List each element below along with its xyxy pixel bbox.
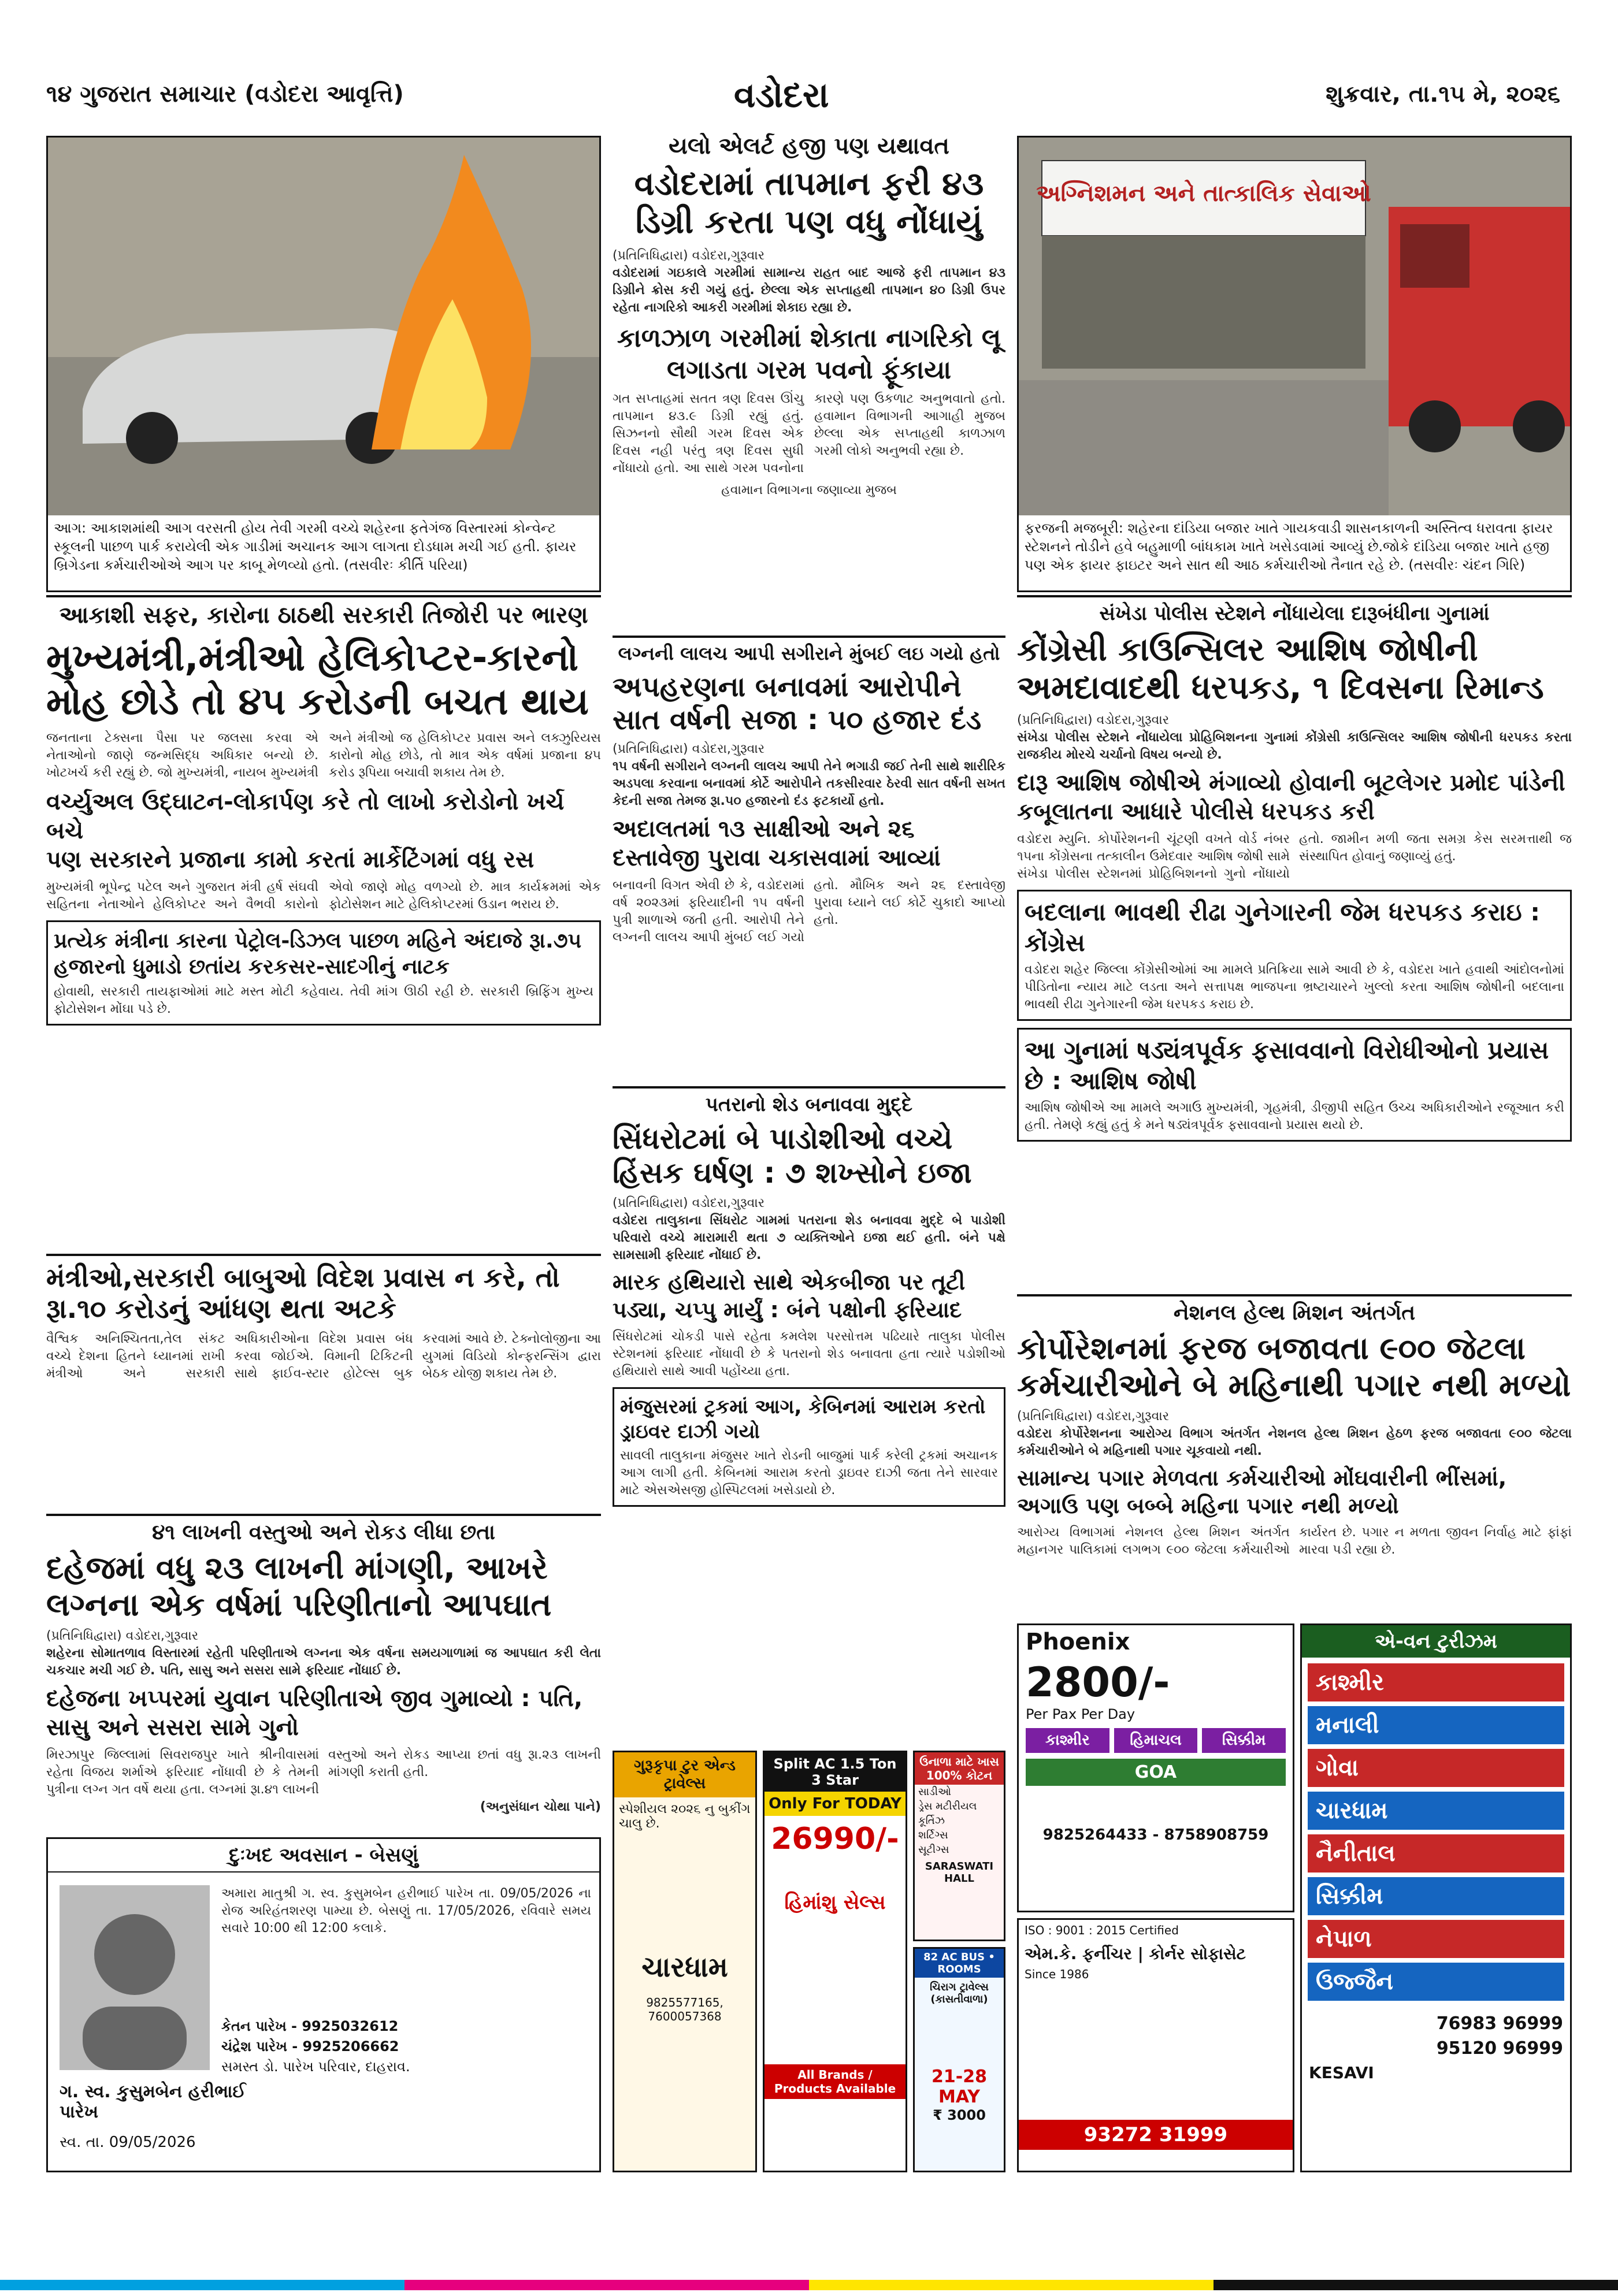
date-label: શુક્રવાર, તા.૧૫ મે, ૨૦૨૬ (1326, 81, 1560, 107)
heat-body: ગત સપ્તાહમાં સતત ત્રણ દિવસ ઊંચુ તાપમાન ૪૩.૯ ડિગ્રી રહ્યું હતું. સિઝનનો સૌથી ગરમ દિવસ એક દિવસ નહી પરંતુ ત્રણ દિવસ સુધી નોંધાયો હતો. આ સાથે ગરમ પવનોના કારણે પણ ઉકળાટ અનુભવાતો હતો. હવામાન વિભાગની આગાહી મુજબ છેલ્લા એક સપ્તાહથી કાળઝાળ ગરમી લોકો અનુભવી રહ્યા છે. (613, 392, 1005, 476)
sindhrot-dateline: (પ્રતિનિધિદ્વારા) વડોદરા,ગુરૂવાર (613, 1196, 765, 1210)
kesavi-ad (1300, 1623, 1572, 2172)
kidnap-subhead: અદાલતમાં ૧૩ સાક્ષીઓ અને ૨૬ દસ્તાવેજી પુરાવા ચકાસવામાં આવ્યાં (613, 816, 941, 872)
abroad-body: વૈશ્વિક અનિશ્ચિતતા,તેલ સંકટ વચ્ચે દેશના હિતને ધ્યાનમાં રાખી મંત્રીઓ અને સરકારી અધિકારીઓના વિદેશ પ્રવાસ બંધ કરવા જોઈએ. વિમાની ટિકિટની સાથે ફાઈવ-સ્ટાર હોટેલ્સ બુક કરવામાં આવે છે. ટેક્નોલોજીના આ યુગમાં વિડિયો કોન્ફરન્સિંગ દ્વારા બેઠક યોજી શકાય તેમ છે. (46, 1331, 601, 1381)
gurukrupa-line: સ્પેશીયલ ૨૦૨૬ નુ બુકીંગ ચાલુ છે. (619, 1802, 751, 1831)
kesavi-tag: ગોવા (1308, 1749, 1564, 1787)
dowry-subhead: દહેજના ખપ્પરમાં યુવાન પરિણીતાએ જીવ ગુમાવ્યો : પતિ, સાસુ અને સસરા સામે ગુનો (46, 1685, 583, 1741)
congress-story (1017, 595, 1572, 1288)
abroad-story (46, 1254, 601, 1508)
phoenix-phone: 9825264433 - 8758908759 (1042, 1826, 1269, 1844)
cm-fuel-box-body: હોવાથી, સરકારી તાયફાઓમાં માટે મસ્ત મોટી કહેવાય. તેવી માંગ ઊઠી રહી છે. સરકારી બ્રિફિંગ મુખ્ય ફોટોસેશન મોંઘા પડે છે. (54, 984, 593, 1017)
cm-story (46, 595, 601, 1248)
saraswati-item-5: સૂટીગ્સ (918, 1844, 949, 1856)
gurukrupa-brand: ચારધામ (641, 1951, 728, 1983)
himanshu-footer: All Brands / Products Available (765, 2064, 906, 2099)
phoenix-dest-3: સિક્કીમ (1202, 1728, 1286, 1753)
car-fire-caption: આગ: આકાશમાંથી આગ વરસતી હોય તેવી ગરમી વચ્ચે શહેરના ફતેગંજ વિસ્તારમાં કોન્વેન્ટ સ્કૂલની પાછળ પાર્ક કરાયેલી એક ગાડીમાં અચાનક આગ લાગતા દોડધામ મચી ગઈ હતી. ફાયર બ્રિગેડના કર્મચારીઓએ આગ પર કાબૂ મેળવ્યો હતો. (તસવીરઃ કીર્તિ પરિયા) (48, 515, 599, 590)
nhm-headline: કોર્પોરેશનમાં ફરજ બજાવતા ૯૦૦ જેટલા કર્મચારીઓને બે મહિનાથી પગાર નથી મળ્યો (1017, 1330, 1571, 1403)
congress-lead: સંખેડા પોલીસ સ્ટેશને નોંધાયેલા પ્રોહિબિશનના ગુનામાં કોંગ્રેસી કાઉન્સિલર આશિષ જોષીની ધરપકડ કરતા રાજકીય મોરચે ચર્ચાનો વિષય બન્યો છે. (1017, 730, 1572, 763)
cm-subhead-2: પણ સરકારને પ્રજાના કામો કરતાં માર્કેટિંગમાં વધુ રસ (46, 846, 535, 874)
fire-station-caption: ફરજની મજબૂરી: શહેરના દાંડિયા બજાર ખાતે ગાયકવાડી શાસનકાળની અસ્તિત્વ ધરાવતા ફાયર સ્ટેશનને તોડીને હવે બહુમાળી બાંધકામ ખાતે ખસેડવામાં આવ્યું છે.જોકે દાંડિયા બજાર ખાતે હજી પણ એક ફાયર ફાઇટર અને સાત થી આઠ કર્મચારીઓ તૈનાત રહે છે. (તસવીરઃ ચંદન ગિરિ) (1019, 515, 1570, 590)
himanshu-ad (763, 1751, 907, 2172)
manjusar-body: સાવલી તાલુકાના મંજુસર ખાતે રોડની બાજુમાં પાર્ક કરેલી ટ્રકમાં અચાનક આગ લાગી હતી. કેબિનમાં આરામ કરતો ડ્રાઇવર દાઝી જતા તેને સારવાર માટે એસએસજી હોસ્પિટલમાં ખસેડાયો છે. (620, 1448, 998, 1498)
himanshu-price: 26990/- (771, 1822, 899, 1856)
abroad-headline: મંત્રીઓ,સરકારી બાબુઓ વિદેશ પ્રવાસ ન કરે, તો રૂા.૧૦ કરોડનું આંધણ થતા અટકે (46, 1262, 560, 1325)
kesavi-phone-1: 76983 96999 (1436, 2013, 1563, 2034)
heat-story (613, 133, 1005, 636)
furniture-since: Since 1986 (1025, 1967, 1089, 1981)
city-label: વડોદરા (734, 75, 829, 116)
himanshu-top: Split AC 1.5 Ton 3 Star (765, 1752, 906, 1792)
cm-headline: મુખ્યમંત્રી,મંત્રીઓ હેલિકોપ્ટર-કારનો મોહ છોડે તો ૪૫ કરોડની બચત થાય (46, 637, 589, 723)
car-fire-image (48, 138, 601, 519)
joshi-conspiracy-head: આ ગુનામાં ષડ્યંત્રપૂર્વક ફસાવવાનો વિરોધીઓનો પ્રયાસ છે : આશિષ જોષી (1025, 1036, 1549, 1095)
fire-station-sign: અગ્નિશમન અને તાત્કાલિક સેવાઓ (1036, 180, 1371, 207)
nhm-kicker: નેશનલ હેલ્થ મિશન અંતર્ગત (1173, 1301, 1416, 1325)
dowry-credit: (અનુસંધાન ચોથા પાને) (480, 1800, 601, 1815)
obituary-name: ગ. સ્વ. કુસુમબેન હરીભાઈ પારેખ (60, 2082, 246, 2122)
kesavi-tag: નૈનીતાલ (1308, 1834, 1564, 1873)
joshi-conspiracy-box (1017, 1028, 1572, 1142)
saraswati-ad (913, 1751, 1005, 1941)
kidnap-dateline: (પ્રતિનિધિદ્વારા) વડોદરા,ગુરૂવાર (613, 742, 765, 757)
gurukrupa-title: ગુરૂકૃપા ટુર એન્ડ ટ્રાવેલ્સ (614, 1752, 755, 1797)
phoenix-price: 2800/- (1026, 1659, 1170, 1706)
heat-kicker: યલો એલર્ટ હજી પણ યથાવત (669, 133, 949, 159)
edition-label: ૧૪ ગુજરાત સમાચાર (વડોદરા આવૃત્તિ) (46, 81, 404, 107)
nhm-dateline: (પ્રતિનિધિદ્વારા) વડોદરા,ગુરૂવાર (1017, 1409, 1170, 1424)
dowry-headline: દહેજમાં વધુ ૨૩ લાખની માંગણી, આખરે લગ્નના એક વર્ષમાં પરિણીતાનો આપઘાત (46, 1550, 552, 1623)
ac-bus-price: ₹ 3000 (933, 2107, 986, 2123)
ac-bus-brand: ચિરાગ ટ્રાવેલ્સ (કાસતીવાળા) (930, 1981, 989, 2005)
himanshu-offer: Only For TODAY (765, 1792, 906, 1816)
kesavi-tag: સિક્કીમ (1308, 1877, 1564, 1915)
obituary-photo (60, 1885, 210, 2070)
phoenix-dest-1: કાશ્મીર (1026, 1728, 1109, 1753)
cm-body: મુખ્યમંત્રી ભૂપેન્દ્ર પટેલ અને ગુજરાત મંત્રી હર્ષ સંઘવી સહિતના નેતાઓને હેલિકોપ્ટર અને વૈભવી કારોનો એવો જાણે મોહ વળગ્યો છે. માત્ર કાર્યક્રમમાં એક ફોટોસેશન માટે હેલિકોપ્ટરમાં ઉડાન ભરાય છે. (46, 880, 601, 912)
kesavi-brand: KESAVI (1309, 2063, 1374, 2082)
cm-fuel-box-head: પ્રત્યેક મંત્રીના કારના પેટ્રોલ-ડિઝલ પાછળ મહિને અંદાજે રૂા.૭૫ હજારનો ધુમાડો છતાંય કરકસર-સાદગીનું નાટક (54, 929, 582, 979)
heat-subhead: કાળઝાળ ગરમીમાં શેકાતા નાગરિકો લૂ લગાડતા ગરમ પવનો ફૂંકાયા (617, 324, 1001, 385)
cm-fuel-box (46, 920, 601, 1026)
ac-bus-ad (913, 1947, 1005, 2172)
obituary-date: સ્વ. તા. 09/05/2026 (60, 2134, 196, 2151)
congress-dateline: (પ્રતિનિધિદ્વારા) વડોદરા,ગુરૂવાર (1017, 713, 1170, 728)
furniture-ad (1017, 1918, 1294, 2172)
gurukrupa-ad (613, 1751, 757, 2172)
manjusar-head: મંજુસરમાં ટ્રકમાં આગ, કેબિનમાં આરામ કરતો ડ્રાઇવર દાઝી ગયો (620, 1395, 986, 1443)
saraswati-item-2: ડ્રેસ મટીરીયલ (918, 1800, 977, 1812)
congress-revenge-head: બદલાના ભાવથી રીઢા ગુનેગારની જેમ ધરપકડ કરાઇ : કોંગ્રેસ (1025, 898, 1540, 957)
kesavi-tag: નેપાળ (1308, 1920, 1564, 1958)
furniture-phone: 93272 31999 (1019, 2120, 1293, 2150)
fire-station-image (1019, 138, 1572, 519)
kesavi-title: એ-વન ટુરીઝમ (1302, 1625, 1570, 1658)
kidnap-story (613, 636, 1005, 1080)
car-fire-photo (46, 136, 601, 592)
heat-credit: હવામાન વિભાગના જણાવ્યા મુજબ (721, 483, 897, 498)
obituary-heading: દુઃખદ અવસાન - બેસણું (48, 1839, 599, 1873)
nhm-subhead: સામાન્ય પગાર મેળવતા કર્મચારીઓ મોંઘવારીની ભીંસમાં, અગાઉ પણ બબ્બે મહિના પગાર નથી મળ્યો (1017, 1465, 1507, 1518)
dowry-kicker: ૪૧ લાખની વસ્તુઓ અને રોકડ લીધા છતા (152, 1521, 495, 1544)
registration-band (0, 2280, 1618, 2290)
gurukrupa-phone: 9825577165, 7600057368 (646, 1996, 723, 2023)
congress-body: વડોદરા મ્યુનિ. કોર્પોરેશનની ચૂંટણી વખતે વોર્ડ નંબર ૧૫ના કોંગ્રેસના તત્કાલીન ઉમેદવાર આશિષ જોષી સામે સંખેડા પોલીસ સ્ટેશનમાં પ્રોહિબિશનનો ગુનો નોંધાયો હતો. જામીન મળી જતા સમગ્ર કેસ સરમત્તાથી જ સંસ્થાપિત હોવાનું જણાવ્યું હતું. (1017, 832, 1572, 882)
heat-dateline: (પ્રતિનિધિદ્વારા) વડોદરા,ગુરૂવાર (613, 248, 765, 263)
obituary-family: સમસ્ત ડો. પારેખ પરિવાર, દાહરાવ. (221, 2059, 410, 2075)
heat-lead: વડોદરામાં ગઇકાલે ગરમીમાં સામાન્ય રાહત બાદ આજે ફરી તાપમાન ૪૩ ડિગ્રીને ક્રોસ કરી ગયું હતું. છેલ્લા એક સપ્તાહથી તાપમાન ૪૦ ડિગ્રી ઉપર રહેતા નાગરિકો આકરી ગરમીમાં શેકાઇ રહ્યા છે. (613, 266, 1005, 315)
obituary-phone-1: કેતન પારેખ - 9925032612 (221, 2018, 399, 2034)
cm-kicker: આકાશી સફર, કારોના ઠાઠથી સરકારી તિજોરી પર ભારણ (59, 602, 588, 629)
kidnap-lead: ૧૫ વર્ષની સગીરાને લગ્નની લાલચ આપી તેને ભગાડી જઈ તેની સાથે શારીરિક અડપલા કરવાના બનાવમાં કોર્ટે આરોપીને તકસીરવાર ઠેરવી સાત વર્ષની સખત કેદની સજા તેમજ રૂા.૫૦ હજારનો દંડ ફટકાર્યો હતો. (613, 759, 1005, 809)
obituary-phone-2: ચંદ્રેશ પારેખ - 9925206662 (221, 2038, 399, 2054)
sindhrot-body: સિંધરોટમાં ચોકડી પાસે રહેતા કમલેશ પરસોત્તમ પઢિયારે તાલુકા પોલીસ સ્ટેશનમાં ફરિયાદ નોંધાવી છે કે પતરાનો શેડ બનાવતા હતા ત્યારે પડોશીઓ હથિયારો સાથે આવી પહોંચ્યા હતા. (613, 1329, 1005, 1379)
ac-bus-dates: 21-28 MAY (932, 2067, 987, 2107)
saraswati-brand: SARASWATI HALL (925, 1860, 994, 1885)
nhm-lead: વડોદરા કોર્પોરેશનના આરોગ્ય વિભાગ અંતર્ગત નેશનલ હેલ્થ મિશન હેઠળ ફરજ બજાવતા ૯૦૦ જેટલા કર્મચારીઓને બે મહિનાથી પગાર ચૂકવાયો નથી. (1017, 1426, 1572, 1459)
cm-lead: જનતાના ટેક્સના પૈસા પર જલસા કરવા એ નેતાઓનો જાણે જન્મસિદ્ધ અધિકાર બન્યો છે. ખોટખર્ચ કરી રહ્યું છે. જો મુખ્યમંત્રી, નાયબ મુખ્યમંત્રી અને મંત્રીઓ જ હેલિકોપ્ટર પ્રવાસ અને લક્ઝુરિયસ કારોનો મોહ છોડે, તો માત્ર એક વર્ષમાં પ્રજાના ૪૫ કરોડ રૂપિયા બચાવી શકાય તેમ છે. (46, 731, 601, 781)
phoenix-ad (1017, 1623, 1294, 1912)
phoenix-dest-4: GOA (1026, 1759, 1286, 1786)
congress-revenge-body: વડોદરા શહેર જિલ્લા કોંગ્રેસીઓમાં આ મામલે પ્રતિક્રિયા સામે આવી છે કે, વડોદરા ખાતે હવાથી આંદોલનોમાં પીડિતોના ન્યાય માટે લડતા અને સત્તાપક્ષ ભાજપના ભ્રષ્ટાચારને ખુલ્લો કરતા આશિષ જોષીની બદલાના ભાવથી રીઢા ગુનેગારની જેમ ધરપકડ કરાઇ છે. (1025, 963, 1564, 1012)
saraswati-item-1: સાડીઓ (918, 1786, 951, 1798)
sindhrot-kicker: પતરાનો શેડ બનાવવા મુદ્દે (705, 1093, 913, 1116)
kesavi-tag-list (1302, 1658, 1570, 2011)
page-header (0, 0, 1618, 116)
joshi-conspiracy-body: આશિષ જોષીએ આ મામલે અગાઉ મુખ્યમંત્રી, ગૃહમંત્રી, ડીજીપી સહિત ઉચ્ચ અધિકારીઓને રજૂઆત કરી હતી. તેમણે કહ્યું હતું કે મને ષડ્યંત્રપૂર્વક ફસાવવાનો પ્રયાસ થયો છે. (1025, 1101, 1564, 1133)
kesavi-phone-2: 95120 96999 (1436, 2038, 1563, 2059)
saraswati-item-3: કૂર્તિઝ (918, 1815, 945, 1827)
kesavi-tag: ઉજ્જૈન (1308, 1963, 1564, 2001)
kidnap-kicker: લગ્નની લાલચ આપી સગીરાને મુંબઈ લઇ ગયો હતો (618, 642, 1000, 664)
congress-headline: કોંગ્રેસી કાઉન્સિલર આશિષ જોષીની અમદાવાદથી ધરપકડ, ૧ દિવસના રિમાન્ડ (1017, 631, 1544, 707)
dowry-body: મિરઝાપુર જિલ્લામાં સિવરાજપુર ખાતે શ્રીનીવાસમાં રહેતા વિજય શર્માએ ફરિયાદ નોંધાવી છે કે તેમની પુત્રીના લગ્ન ગત વર્ષે થયા હતા. લગ્નમાં રૂા.૪૧ લાખની વસ્તુઓ અને રોકડ આપ્યા છતાં વધુ રૂા.૨૩ લાખની માંગણી કરાતી હતી. (46, 1748, 601, 1797)
nhm-story (1017, 1294, 1572, 1618)
congress-subhead: દારૂ આશિષ જોષીએ મંગાવ્યો હોવાની બૂટલેગર પ્રમોદ પાંડેની કબૂલાતના આધારે પોલીસે ધરપકડ કરી (1017, 770, 1565, 826)
phoenix-title: Phoenix (1026, 1629, 1130, 1655)
sindhrot-subhead: મારક હથિયારો સાથે એકબીજા પર તૂટી પડ્યા, ચપ્પુ માર્યું : બંને પક્ષોની ફરિયાદ (613, 1269, 966, 1322)
dowry-story (46, 1514, 601, 1837)
kidnap-body: બનાવની વિગત એવી છે કે, વડોદરામાં વર્ષ ૨૦૨૩માં ફરિયાદીની ૧૫ વર્ષની પુત્રી શાળાએ જતી હતી. આરોપી તેને લગ્નની લાલચ આપી મુંબઈ લઈ ગયો હતો. મૌખિક અને ૨૬ દસ્તાવેજી પુરાવા ધ્યાને લઈ કોર્ટે ચુકાદો આપ્યો હતો. (613, 878, 1005, 945)
congress-revenge-box (1017, 890, 1572, 1021)
congress-kicker: સંખેડા પોલીસ સ્ટેશને નોંધાયેલા દારૂબંધીના ગુનામાં (1099, 602, 1490, 625)
furniture-iso: ISO : 9001 : 2015 Certified (1025, 1923, 1179, 1937)
sindhrot-story (613, 1086, 1005, 1745)
himanshu-brand: હિમાંશુ સેલ્સ (784, 1891, 886, 1914)
kesavi-tag: ચારધામ (1308, 1792, 1564, 1830)
phoenix-dest-2: હિમાચલ (1114, 1728, 1198, 1753)
dowry-dateline: (પ્રતિનિધિદ્વારા) વડોદરા,ગુરૂવાર (46, 1629, 199, 1644)
nhm-body: આરોગ્ય વિભાગમાં નેશનલ હેલ્થ મિશન અંતર્ગત મહાનગર પાલિકામાં લગભગ ૯૦૦ જેટલા કર્મચારીઓ કાર્યરત છે. પગાર ન મળતા જીવન નિર્વાહ માટે ફાંફાં મારવા પડી રહ્યા છે. (1017, 1525, 1572, 1558)
kesavi-tag: કાશ્મીર (1308, 1663, 1564, 1701)
obituary-ad (46, 1837, 601, 2172)
saraswati-title: ઉનાળા માટે ખાસ 100% કોટન (915, 1752, 1004, 1785)
sindhrot-lead: વડોદરા તાલુકાના સિંધરોટ ગામમાં પતરાના શેડ બનાવવા મુદ્દે બે પાડોશી પરિવારો વચ્ચે મારામારી થતા ૭ વ્યક્તિઓને ઇજા થઈ હતી. બંને પક્ષે સામસામી ફરિયાદ નોંધાઈ છે. (613, 1213, 1005, 1262)
dowry-lead: શહેરના સોમાતળાવ વિસ્તારમાં રહેતી પરિણીતાએ લગ્નના એક વર્ષના સમયગાળામાં જ આપઘાત કરી લેતા ચકચાર મચી ગઈ છે. પતિ, સાસુ અને સસરા સામે ફરિયાદ નોંધાઈ છે. (46, 1646, 601, 1678)
heat-headline: વડોદરામાં તાપમાન ફરી ૪૩ ડિગ્રી કરતા પણ વધુ નોંધાયું (634, 165, 984, 242)
cm-subhead-1: વર્ચ્યુઅલ ઉદ્ઘાટન-લોકાર્પણ કરે તો લાખો કરોડોનો ખર્ચ બચે (46, 789, 565, 845)
fire-station-photo (1017, 136, 1572, 592)
kesavi-tag: મનાલી (1308, 1706, 1564, 1744)
phoenix-unit: Per Pax Per Day (1026, 1706, 1135, 1722)
manjusar-box (613, 1387, 1005, 1507)
ac-bus-title: 82 AC BUS • ROOMS (915, 1949, 1004, 1978)
saraswati-item-4: શર્ટિગ્સ (918, 1829, 948, 1841)
sindhrot-headline: સિંધરોટમાં બે પાડોશીઓ વચ્ચે હિંસક ઘર્ષણ : ૭ શખ્સોને ઇજા (613, 1122, 972, 1190)
kidnap-headline: અપહરણના બનાવમાં આરોપીને સાત વર્ષની સજા : ૫૦ હજાર દંડ (613, 671, 982, 736)
furniture-title: એમ.કે. ફર્નીચર | કોર્નર સોફાસેટ (1025, 1944, 1246, 1963)
obituary-text: અમારા માતુશ્રી ગ. સ્વ. કુસુમબેન હરીભાઈ પારેખ તા. 09/05/2026 ના રોજ અરિહંતશરણ પામ્યા છે. બેસણું તા. 17/05/2026, રવિવારે સમય સવારે 10:00 થી 12:00 કલાકે. (221, 1886, 591, 1935)
